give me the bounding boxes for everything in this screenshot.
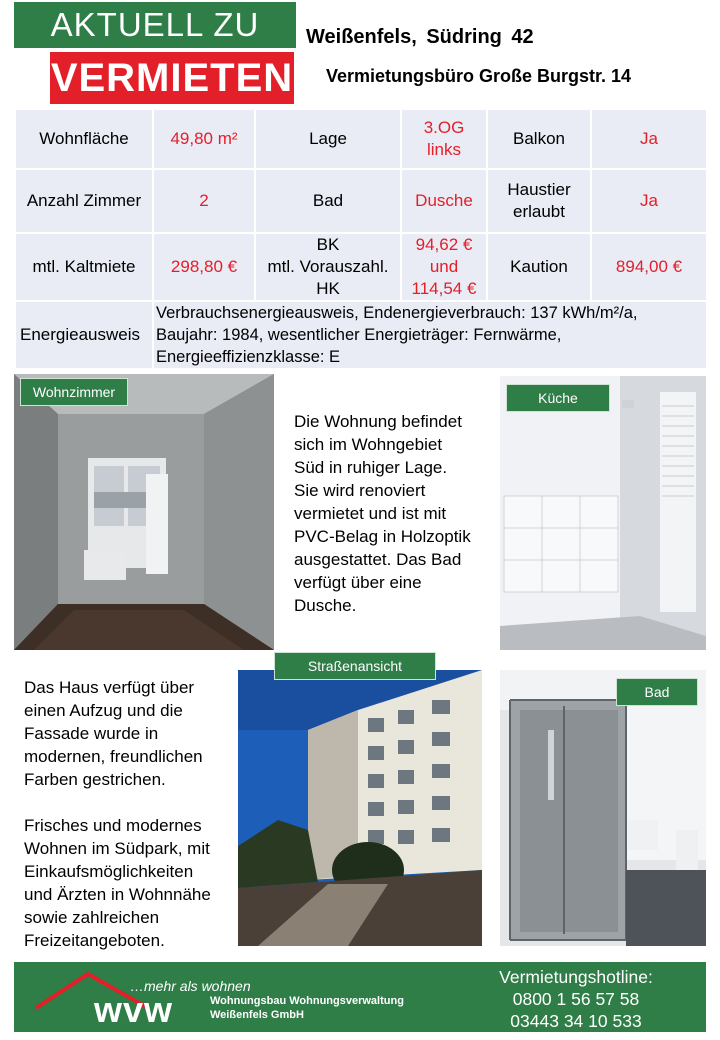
hotline-phone-1: 0800 1 56 57 58	[512, 989, 640, 1009]
wohnflaeche-label: Wohnfläche	[15, 109, 153, 169]
property-address: Weißenfels, Südring 42	[306, 26, 534, 48]
logo-tagline: …mehr als wohnen	[130, 978, 251, 994]
balkon-label: Balkon	[487, 109, 591, 169]
hotline-phone-2: 03443 34 10 533	[510, 1011, 642, 1031]
footer-bar	[14, 962, 706, 1032]
wohnzimmer-photo	[14, 374, 274, 650]
company-name-line-2: Weißenfels GmbH	[210, 1009, 304, 1021]
wohnflaeche-value: 49,80 m²	[153, 109, 255, 169]
lage-label: Lage	[255, 109, 401, 169]
description-apartment: Die Wohnung befindet sich im Wohngebiet Süd in ruhiger Lage. Sie wird renoviert vermietet und ist mit PVC-Belag in Holzoptik ausgestattet. Das Bad verfügt über eine Dusche.	[294, 412, 471, 615]
zimmer-value: 2	[153, 169, 255, 233]
badge-top-text: AKTUELL ZU	[14, 2, 296, 48]
table-row	[15, 109, 707, 169]
bad-value: Dusche	[401, 169, 487, 233]
haustier-value: Ja	[591, 169, 707, 233]
description-building: Das Haus verfügt über einen Aufzug und die Fassade wurde in modernen, freundlichen Farben gestrichen. Frisches und modernes Wohnen im Südpark, mit Einkaufsmöglichkeiten und Ärzten in Wohnnähe sowie zahlreichen Freizeitangeboten.	[24, 678, 211, 950]
company-logo: wvw	[94, 989, 174, 1030]
energieausweis-label: Energieausweis	[15, 301, 153, 369]
wohnzimmer-label: Wohnzimmer	[20, 378, 128, 406]
energieausweis-text: Verbrauchsenergieausweis, Endenergieverbrauch: 137 kWh/m²/a, Baujahr: 1984, wesentlicher Energieträger: Fernwärme, Energieeffizienzklasse: E	[153, 301, 707, 369]
rental-hotline	[476, 966, 676, 1032]
kaltmiete-value: 298,80 €	[153, 233, 255, 301]
vorauszahlung-label: BK mtl. Vorauszahl. HK	[255, 233, 401, 301]
hotline-label: Vermietungshotline:	[499, 967, 653, 987]
vermieten-badge	[14, 2, 296, 106]
vorauszahlung-value: 94,62 € und 114,54 €	[401, 233, 487, 301]
rental-office: Vermietungsbüro Große Burgstr. 14	[326, 66, 632, 86]
property-info-table	[14, 108, 708, 370]
strassenansicht-photo	[238, 658, 482, 946]
lage-value: 3.OG links	[401, 109, 487, 169]
kaution-value: 894,00 €	[591, 233, 707, 301]
company-name-line-1: Wohnungsbau Wohnungsverwaltung	[210, 995, 404, 1007]
kueche-photo	[500, 376, 706, 650]
kaution-label: Kaution	[487, 233, 591, 301]
kaltmiete-label: mtl. Kaltmiete	[15, 233, 153, 301]
bad-label: Bad	[255, 169, 401, 233]
bad-photo	[500, 670, 706, 946]
balkon-value: Ja	[591, 109, 707, 169]
zimmer-label: Anzahl Zimmer	[15, 169, 153, 233]
bad-label: Bad	[616, 678, 698, 706]
haustier-label: Haustier erlaubt	[487, 169, 591, 233]
badge-bottom-text: VERMIETEN	[50, 52, 294, 104]
kueche-label: Küche	[506, 384, 610, 412]
table-row	[15, 233, 707, 301]
table-row	[15, 169, 707, 233]
table-row	[15, 301, 707, 369]
strassenansicht-label: Straßenansicht	[274, 652, 436, 680]
